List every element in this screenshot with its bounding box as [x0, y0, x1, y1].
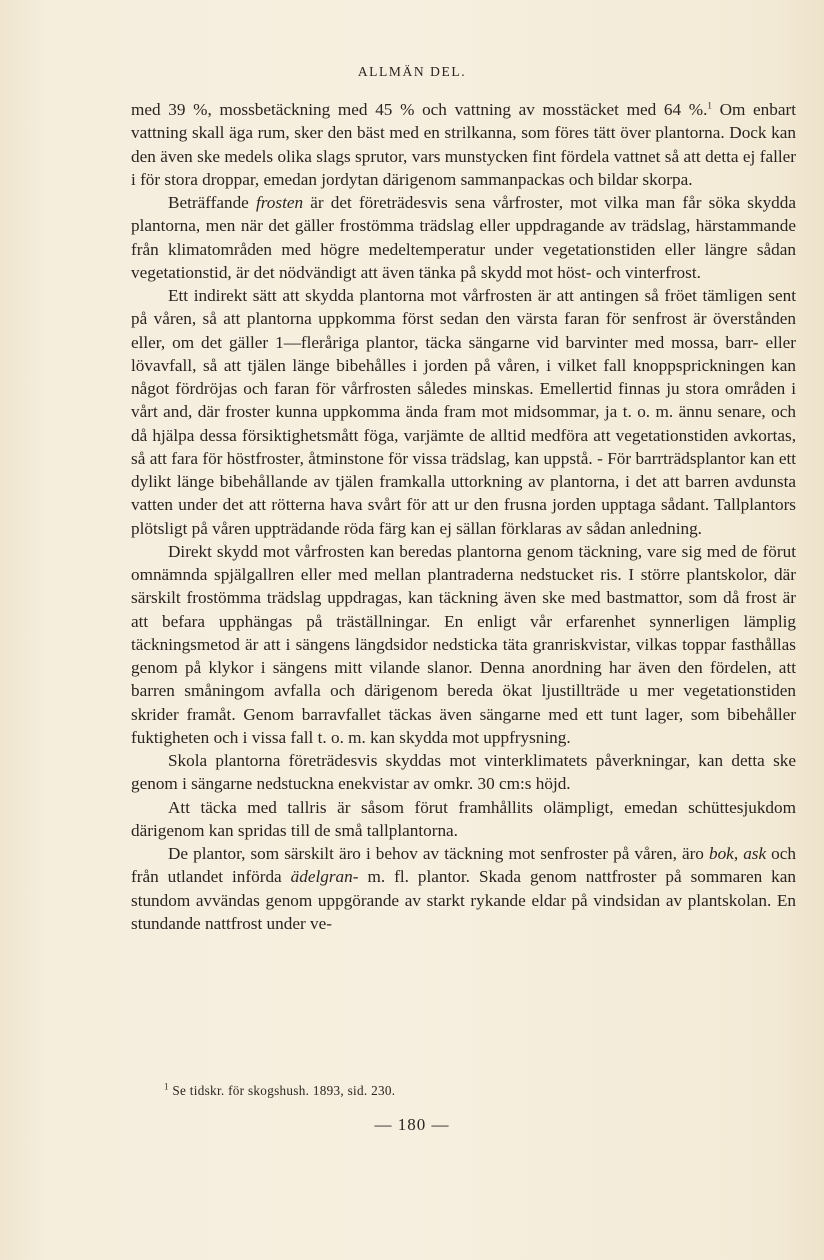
paragraph-7: [131, 842, 796, 935]
paragraph-6: Att täcka med tallris är såsom förut framhållits olämpligt, emedan schüttesjukdom därigenom kan spridas till de små tallplantorna.: [131, 797, 796, 840]
footnote: [164, 1083, 395, 1099]
paragraph-5: Skola plantorna företrädesvis skyddas mot vinterklimatets påverkningar, kan detta ske genom i sängarne nedstuckna enekvistar av omkr. 30 cm:s höjd.: [131, 751, 796, 794]
paragraph-7-emphasis-bok: bok: [708, 844, 734, 863]
footnote-ref: 1: [707, 100, 712, 111]
paragraph-4: Direkt skydd mot vårfrosten kan beredas plantorna genom täckning, vare sig med de förut omnämnda spjälgallren eller med mellan plantraderna nedstucket ris. I större plantskolor, där särskilt frostömma trädslag uppdragas, kan täckning även ske med bastmattor, som då frost är att befara upphängas på träställningar. En enligt vår erfarenhet synnerligen lämplig täckningsmetod är att i sängens längdsidor nedsticka täta granriskvistar, vilkas toppar fasthållas genom på klykor i sängens mitt vilande slanor. Denna anordning har även den fördelen, att barren småningom avfalla och därigenom bereda ökat ljustillträde u mer vegetationstiden skrider framåt. Genom barravfallet täckas även sängarne med ett tunt lager, som bibehåller fuktigheten och i vissa fall t. o. m. kan skydda mot uppfrysning.: [131, 541, 796, 747]
paragraph-7-emphasis-ask: ask: [743, 844, 767, 863]
paragraph-2-text-b: är det företrädesvis sena vårfroster, mot vilka man får söka skydda plantorna, men när det gäller frostömma trädslag eller uppdragande av trädslag, härstammande från klimatområden med högre medeltemperatur under vegetationstiden eller längre sådan vegetationstid, är det nödvändigt att även tänka på skydd mot höst- och vinterfrost.: [131, 193, 796, 282]
paragraph-7-text-d: och från utlandet införda: [131, 844, 797, 887]
page-number: — 180 —: [374, 1115, 450, 1134]
footnote-text: Se tidskr. för skogshush. 1893, sid. 230.: [168, 1083, 396, 1098]
paragraph-7-text-c: ,: [733, 844, 744, 863]
paragraph-7-emphasis-adelgran: ädelgran-: [290, 867, 359, 887]
footnote-marker: 1: [164, 1081, 169, 1092]
paragraph-2: [131, 191, 796, 284]
paragraph-3: Ett indirekt sätt att skydda plantorna mot vårfrosten är att antingen så fröet tämligen sent på våren, så att plantorna uppkomma först sedan den värsta faran för senfrost är överstånden eller, om det gäller 1—fleråriga plantor, täcka sängarne vid barvinter med mossa, barr- eller lövavfall, så att tjälen länge bibehålles i jorden på våren, i vilket fall knoppsprickningen kan något fördröjas och faran för vårfrosten således minskas. Emellertid finnas ju stora områden i vårt and, där froster kunna uppkomma ända fram mot midsommar, ja t. o. m. ännu senare, och då hjälpa dessa försiktighetsmått föga, varjämte de alltid medföra att vegetationstiden avkortas, så att fara för höstfroster, åtminstone för vissa trädslag, kan uppstå. - För barrträdsplantor kan ett dylikt länge bibehållande av tjälen framkalla uttorkning av plantorna, i det att barren avdunsta vatten under det att rötterna hava svårt för att ur den frusna jorden upptaga sådant. Tallplantors plötsligt på våren uppträdande röda färg kan ej sällan förklaras av sådan anledning.: [131, 286, 796, 538]
running-header: ALLMÄN DEL.: [357, 64, 467, 79]
paragraph-7-text-b: m. fl. plantor. Skada genom nattfroster på sommaren kan stundom avvändas genom uppgörande av starkt rykande eldar på vindsidan av plantskolan. En stundande nattfrost under ve-: [131, 867, 796, 933]
paragraph-7-text-a: De plantor, som särskilt äro i behov av täckning mot senfroster på våren, äro: [168, 844, 709, 863]
paragraph-1: [131, 98, 796, 191]
body-text: [131, 98, 796, 935]
paragraph-2-emphasis: frosten: [255, 193, 304, 212]
paragraph-2-text-a: Beträffande: [168, 193, 256, 212]
paragraph-1-text-b: Om enbart vattning skall äga rum, sker den bäst med en strilkanna, som föres tätt över plantorna. Dock kan den även ske medels olika slags sprutor, vars munstycken fint fördela vattnet så att detta ej faller i för stora droppar, emedan jordytan därigenom sammanpackas och bildar skorpa.: [131, 100, 796, 189]
paragraph-1-text-a: med 39 %, mossbetäckning med 45 % och vattning av mosstäcket med 64 %.: [131, 100, 708, 119]
